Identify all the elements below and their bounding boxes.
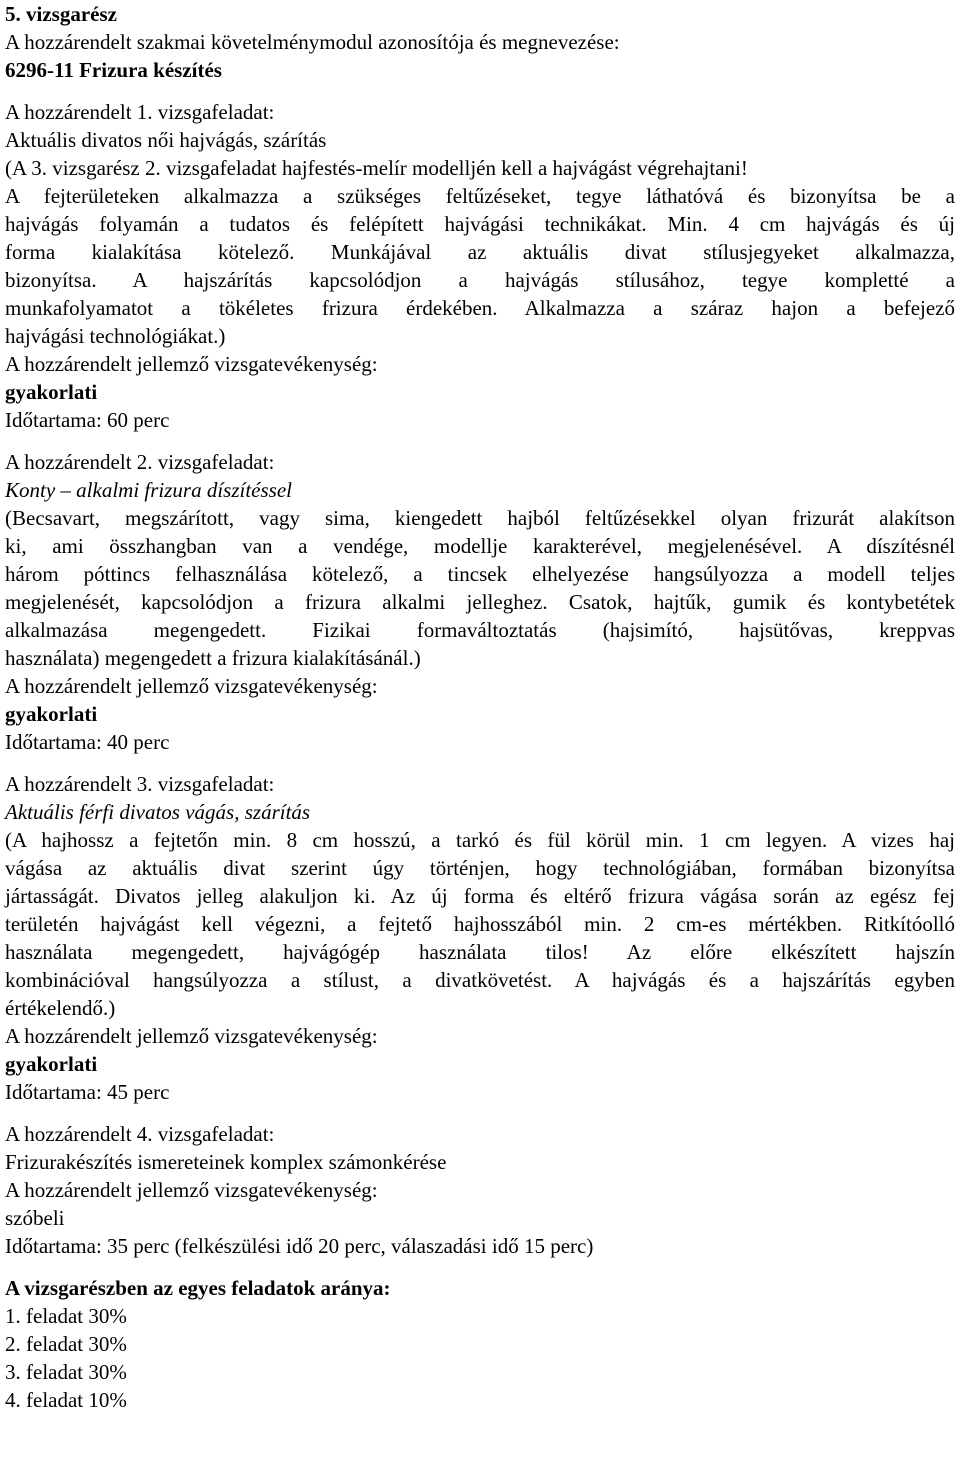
task-label: A hozzárendelt 4. vizsgafeladat: [5,1122,275,1146]
task-description-line: használata megengedett, hajvágógép használata tilos! Az előre elkészített hajszín [5,940,955,964]
task-title: Aktuális férfi divatos vágás, szárítás [5,800,311,824]
task-duration: Időtartama: 40 perc [5,730,170,754]
task-duration: Időtartama: 45 perc [5,1080,170,1104]
task-description-line: vágása az aktuális divat szerint úgy történjen, hogy technológiában, formában bizonyítsa [5,856,955,880]
task-title: Frizurakészítés ismereteinek komplex számonkérése [5,1150,447,1174]
task-3 [5,770,955,1106]
task-duration: Időtartama: 60 perc [5,408,170,432]
task-label: A hozzárendelt 2. vizsgafeladat: [5,450,275,474]
document-page [5,0,955,1414]
ratio-item: 1. feladat 30% [5,1304,127,1328]
activity-type: gyakorlati [5,702,98,726]
task-4 [5,1120,955,1260]
activity-label: A hozzárendelt jellemző vizsgatevékenység: [5,1024,378,1048]
task-description-line: kombinációval hangsúlyozza a stílust, a divatkövetést. A hajvágás és a hajszárítás egyben [5,968,955,992]
activity-type: gyakorlati [5,1052,98,1076]
task-1 [5,98,955,434]
ratio-heading: A vizsgarészben az egyes feladatok aránya: [5,1276,391,1300]
task-description-line: megjelenését, kapcsolódjon a frizura alkalmi jelleghez. Csatok, hajtűk, gumik és kontybetétek [5,590,955,614]
activity-label: A hozzárendelt jellemző vizsgatevékenység: [5,674,378,698]
task-description-line: hajvágási technológiákat.) [5,324,226,348]
ratio-item: 3. feladat 30% [5,1360,127,1384]
task-description-line: területén hajvágást kell végezni, a fejtető hajhosszából min. 2 cm-es mértékben. Ritkítóolló [5,912,955,936]
ratio-item: 4. feladat 10% [5,1388,127,1412]
task-label: A hozzárendelt 1. vizsgafeladat: [5,100,275,124]
task-description-line: alkalmazása megengedett. Fizikai formaváltoztatás (hajsimító, hajsütővas, kreppvas [5,618,955,642]
task-description-line: használata) megengedett a frizura kialakításánál.) [5,646,421,670]
module-label: A hozzárendelt szakmai követelménymodul azonosítója és megnevezése: [5,30,620,54]
task-title: Konty – alkalmi frizura díszítéssel [5,478,293,502]
task-title: Aktuális divatos női hajvágás, szárítás [5,128,327,152]
task-description-line: bizonyítsa. A hajszárítás kapcsolódjon a hajvágás stílusához, tegye kompletté a [5,268,955,292]
task-description-line: hajvágás folyamán a tudatos és felépített hajvágási technikákat. Min. 4 cm hajvágás és új [5,212,955,236]
activity-type: gyakorlati [5,380,98,404]
task-2 [5,448,955,756]
module-name: 6296-11 Frizura készítés [5,58,222,82]
task-description-line: (A hajhossz a fejtetőn min. 8 cm hosszú, a tarkó és fül körül min. 1 cm legyen. A vizes haj [5,828,955,852]
task-label: A hozzárendelt 3. vizsgafeladat: [5,772,275,796]
task-description-line: A fejterületeken alkalmazza a szükséges feltűzéseket, tegye láthatóvá és bizonyítsa be a [5,184,955,208]
activity-label: A hozzárendelt jellemző vizsgatevékenység: [5,1178,378,1202]
task-description-line: értékelendő.) [5,996,116,1020]
section-title: 5. vizsgarész [5,2,117,26]
task-description-line: munkafolyamatot a tökéletes frizura érdekében. Alkalmazza a száraz hajon a befejező [5,296,955,320]
task-description-line: (A 3. vizsgarész 2. vizsgafeladat hajfestés-melír modelljén kell a hajvágást végrehajtani! [5,156,748,180]
task-description-line: forma kialakítása kötelező. Munkájával az aktuális divat stílusjegyeket alkalmazza, [5,240,955,264]
ratio-section [5,1274,955,1414]
task-description-line: jártasságát. Divatos jelleg alakuljon ki. Az új forma és eltérő frizura vágása során az egész fej [5,884,955,908]
task-duration: Időtartama: 35 perc (felkészülési idő 20 perc, válaszadási idő 15 perc) [5,1234,594,1258]
task-description-line: három póttincs felhasználása kötelező, a tincsek elhelyezése hangsúlyozza a modell teljes [5,562,955,586]
activity-label: A hozzárendelt jellemző vizsgatevékenység: [5,352,378,376]
task-description-line: (Becsavart, megszárított, vagy sima, kiengedett hajból feltűzésekkel olyan frizurát alakítson [5,506,955,530]
ratio-item: 2. feladat 30% [5,1332,127,1356]
task-description-line: ki, ami összhangban van a vendége, modellje karakterével, megjelenésével. A díszítésnél [5,534,955,558]
activity-type: szóbeli [5,1206,65,1230]
